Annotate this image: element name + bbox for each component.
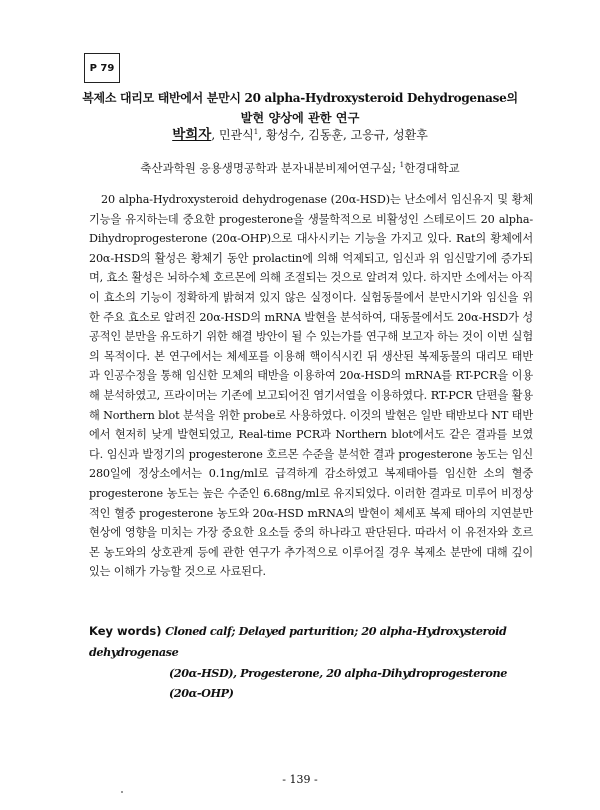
keywords-line-2: (20α-HSD), Progesterone, 20 alpha-Dihydroprogesterone (20α-OHP) — [169, 666, 507, 700]
author-list — [60, 122, 540, 145]
author-affil-sup: 1 — [253, 128, 259, 136]
abstract-body: 20 alpha-Hydroxysteroid dehydrogenase (20α-HSD)는 난소에서 임신유지 및 황체 기능을 유지하는데 중요한 progesterone을 생물학적으로 비활성인 스테로이드 20 alpha- Dihydroprogesterone (20α-OHP)으로 대사시키는 기능을 가지고 있다. Rat의 황체에서 20α-HSD의 활성은 황체기 동안 prolactin에 의해 억제되고, 임신과 위 임신말기에 증가되며, 효소 활성은 뇌하수체 호르몬에 의해 조절되는 것으로 알려져 있다. 하지만 소에서는 아직 이 효소의 기능이 정확하게 밝혀져 있지 않은 실정이다. 실험동물에서 분만시기와 임신을 위한 주요 효소로 알려진 20α-HSD의 mRNA 발현을 분석하여, 대동물에서도 20α-HSD가 성공적인 분만을 유도하기 위한 해결 방안이 될 수 있는가를 연구해 보고자 하는 것이 이번 실험의 목적이다. 본 연구에서는 체세포를 이용해 핵이식시킨 뒤 생산된 복제동물의 대리모 태반과 인공수정을 통해 임신한 모체의 태반을 이용하여 20α-HSD의 mRNA를 RT-PCR을 이용해 분석하였고, 프라이머는 기존에 보고되어진 염기서열을 이용하였다. RT-PCR 단편을 활용해 Northern blot 분석을 위한 probe로 사용하였다. 이것의 발현은 일반 태반보다 NT 태반에서 현저히 낮게 발현되었고, Real-time PCR과 Northern blot에서도 같은 결과를 보였다. 임신과 발정기의 progesterone 호르몬 수준을 분석한 결과 progesterone 농도는 임신 280일에 정상소에서는 0.1ng/ml로 급격하게 감소하였고 복제태아를 임신한 소의 혈중 progesterone 농도는 높은 수준인 6.68ng/ml로 유지되었다. 이러한 결과로 미루어 비정상적인 혈중 progesterone 농도와 20α-HSD mRNA의 발현이 체세포 복제 태아의 지연분만 현상에 영향을 미치는 가장 중요한 요소들 중의 하나라고 판단된다. 따라서 이 유전자와 호르몬 농도와의 상호관계 등에 관한 연구가 추가적으로 이루어질 경우 복제소 분만에 대해 깊이 있는 이해가 가능할 것으로 사료된다. — [89, 193, 533, 579]
page-number: - 139 - — [282, 773, 318, 786]
title-line-2: 발현 양상에 관한 연구 — [240, 111, 360, 125]
poster-code-box — [84, 53, 120, 83]
author-names-2: , 황성수, 김동훈, 고응규, 성환후 — [258, 128, 428, 142]
title-line-1: 복제소 대리모 태반에서 분만시 20 alpha-Hydroxysteroid Dehydrogenase의 — [82, 91, 518, 105]
author-names-1: , 민관식 — [211, 128, 254, 142]
scan-speck — [121, 791, 123, 793]
keywords — [89, 621, 541, 703]
lead-author: 박희자 — [172, 127, 212, 143]
affiliation-sup: 1 — [399, 161, 405, 169]
keywords-label: Key words) — [89, 624, 162, 638]
poster-code: P 79 — [89, 62, 115, 74]
keywords-line-1: Cloned calf; Delayed parturition; 20 alpha-Hydroxysteroid dehydrogenase — [89, 624, 507, 659]
affiliation-main: 축산과학원 응용생명공학과 분자내분비제어연구실; — [140, 160, 400, 175]
affiliation-second: 한경대학교 — [404, 160, 460, 175]
affiliation — [60, 155, 540, 178]
